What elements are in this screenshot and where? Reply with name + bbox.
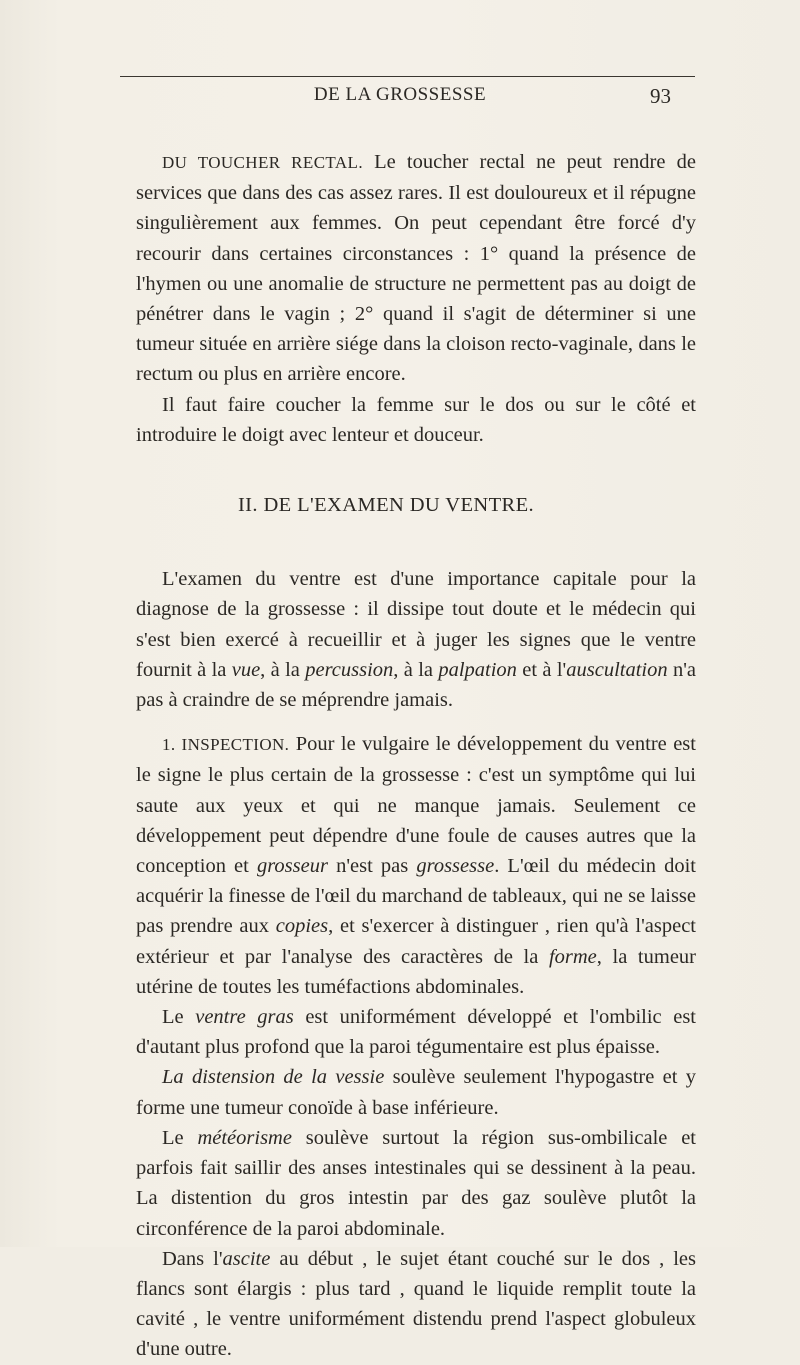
italic-term: météorisme [197,1126,292,1149]
italic-term: grosseur [256,855,328,878]
text-run: , à la [393,658,439,681]
page-number: 93 [650,84,671,108]
italic-term: grossesse [416,855,495,878]
paragraph-inspection [136,729,696,1002]
paragraph-ventre-gras [136,1002,696,1062]
text-run: Le [162,1126,198,1149]
running-head: DE LA GROSSESSE [313,84,487,105]
paragraph-text: Le toucher rectal ne peut rendre de services que dans des cas assez rares. Il est douloureux et il répugne singulièrement aux femmes. On peut cependant être forcé d'y recourir dans certaines circonstances : 1° quand la présence de l'hymen ou une anomalie de structure ne permettent pas au doigt de pénétrer dans le vagin ; 2° quand il s'agit de déterminer si une tumeur située en arrière siége dans la cloison recto-vaginale, dans le rectum ou plus en arrière encore. [136,151,696,386]
body-text [136,147,696,1365]
paragraph-distension [136,1062,696,1122]
italic-term: auscultation [566,658,668,681]
text-run: , à la [260,658,306,681]
text-run: L'examen du ventre est d'une importance capitale pour la diagnose de la grossesse : il dissipe tout doute et le médecin qui s'est bien exercé à recueillir et à juger les signes que le ventre fournit à la [136,568,696,681]
header-rule [120,76,695,77]
italic-term: copies [275,915,329,938]
text-run: Dans l' [162,1247,223,1270]
italic-term: ventre gras [195,1006,294,1029]
italic-term: vue [231,658,261,681]
subsection-label: 1. INSPECTION. [162,735,290,755]
text-run: soulève surtout la région sus-ombilicale et parfois fait saillir des anses intestinales qui se dessinent à la peau. La distention du gros intestin par des gaz soulève plutôt la circonférence de la paroi abdominale. [136,1126,696,1240]
paragraph-toucher-rectal [136,147,696,390]
paragraph-meteorisme [136,1123,696,1244]
text-run: au début , le sujet étant couché sur le dos , les flancs sont élargis : plus tard , quand le liquide remplit toute la cavité , le ventre uniformément distendu prend l'aspect globuleux d'une outre. [136,1247,696,1361]
paragraph-examen-intro [136,564,696,715]
paragraph-position: Il faut faire coucher la femme sur le dos ou sur le côté et introduire le doigt avec lenteur et douceur. [136,393,696,446]
spacer [136,715,696,729]
paragraph-ascite [136,1244,696,1365]
italic-term: palpation [438,658,517,681]
text-run: , la tumeur utérine de toutes les tuméfactions abdominales. [136,945,696,998]
text-run: et à l' [516,658,567,681]
italic-term: percussion [305,658,394,681]
italic-term: La distension de la vessie [162,1066,385,1089]
text-run: n'est pas [327,855,417,878]
text-run: Pour le vulgaire le développement du ventre est le signe le plus certain de la grossesse : c'est un symptôme qui lui saute aux yeux et qui ne manque jamais. Seulement ce développement peut dépendre d'une foule de causes autres que la conception et [136,733,696,878]
text-run: soulève seulement l'hypogastre et y forme une tumeur conoïde à base inférieure. [136,1066,696,1119]
section-heading: II. DE L'EXAMEN DU VENTRE. [237,494,535,517]
text-run: est uniformément développé et l'ombilic est d'autant plus profond que la paroi tégumentaire est plus épaisse. [136,1006,696,1059]
section-title: DU TOUCHER RECTAL. [162,153,363,172]
text-run: . L'œil du médecin doit acquérir la finesse de l'œil du marchand de tableaux, qui ne se laisse pas prendre aux [136,855,697,938]
text-run: Le [162,1006,196,1029]
text-run: , et s'exercer à distinguer , rien qu'à l'aspect extérieur et par l'analyse des caractères de la [136,915,696,968]
text-run: n'a pas à craindre de se méprendre jamais. [136,658,696,712]
italic-term: ascite [222,1247,271,1270]
italic-term: forme [548,945,597,968]
